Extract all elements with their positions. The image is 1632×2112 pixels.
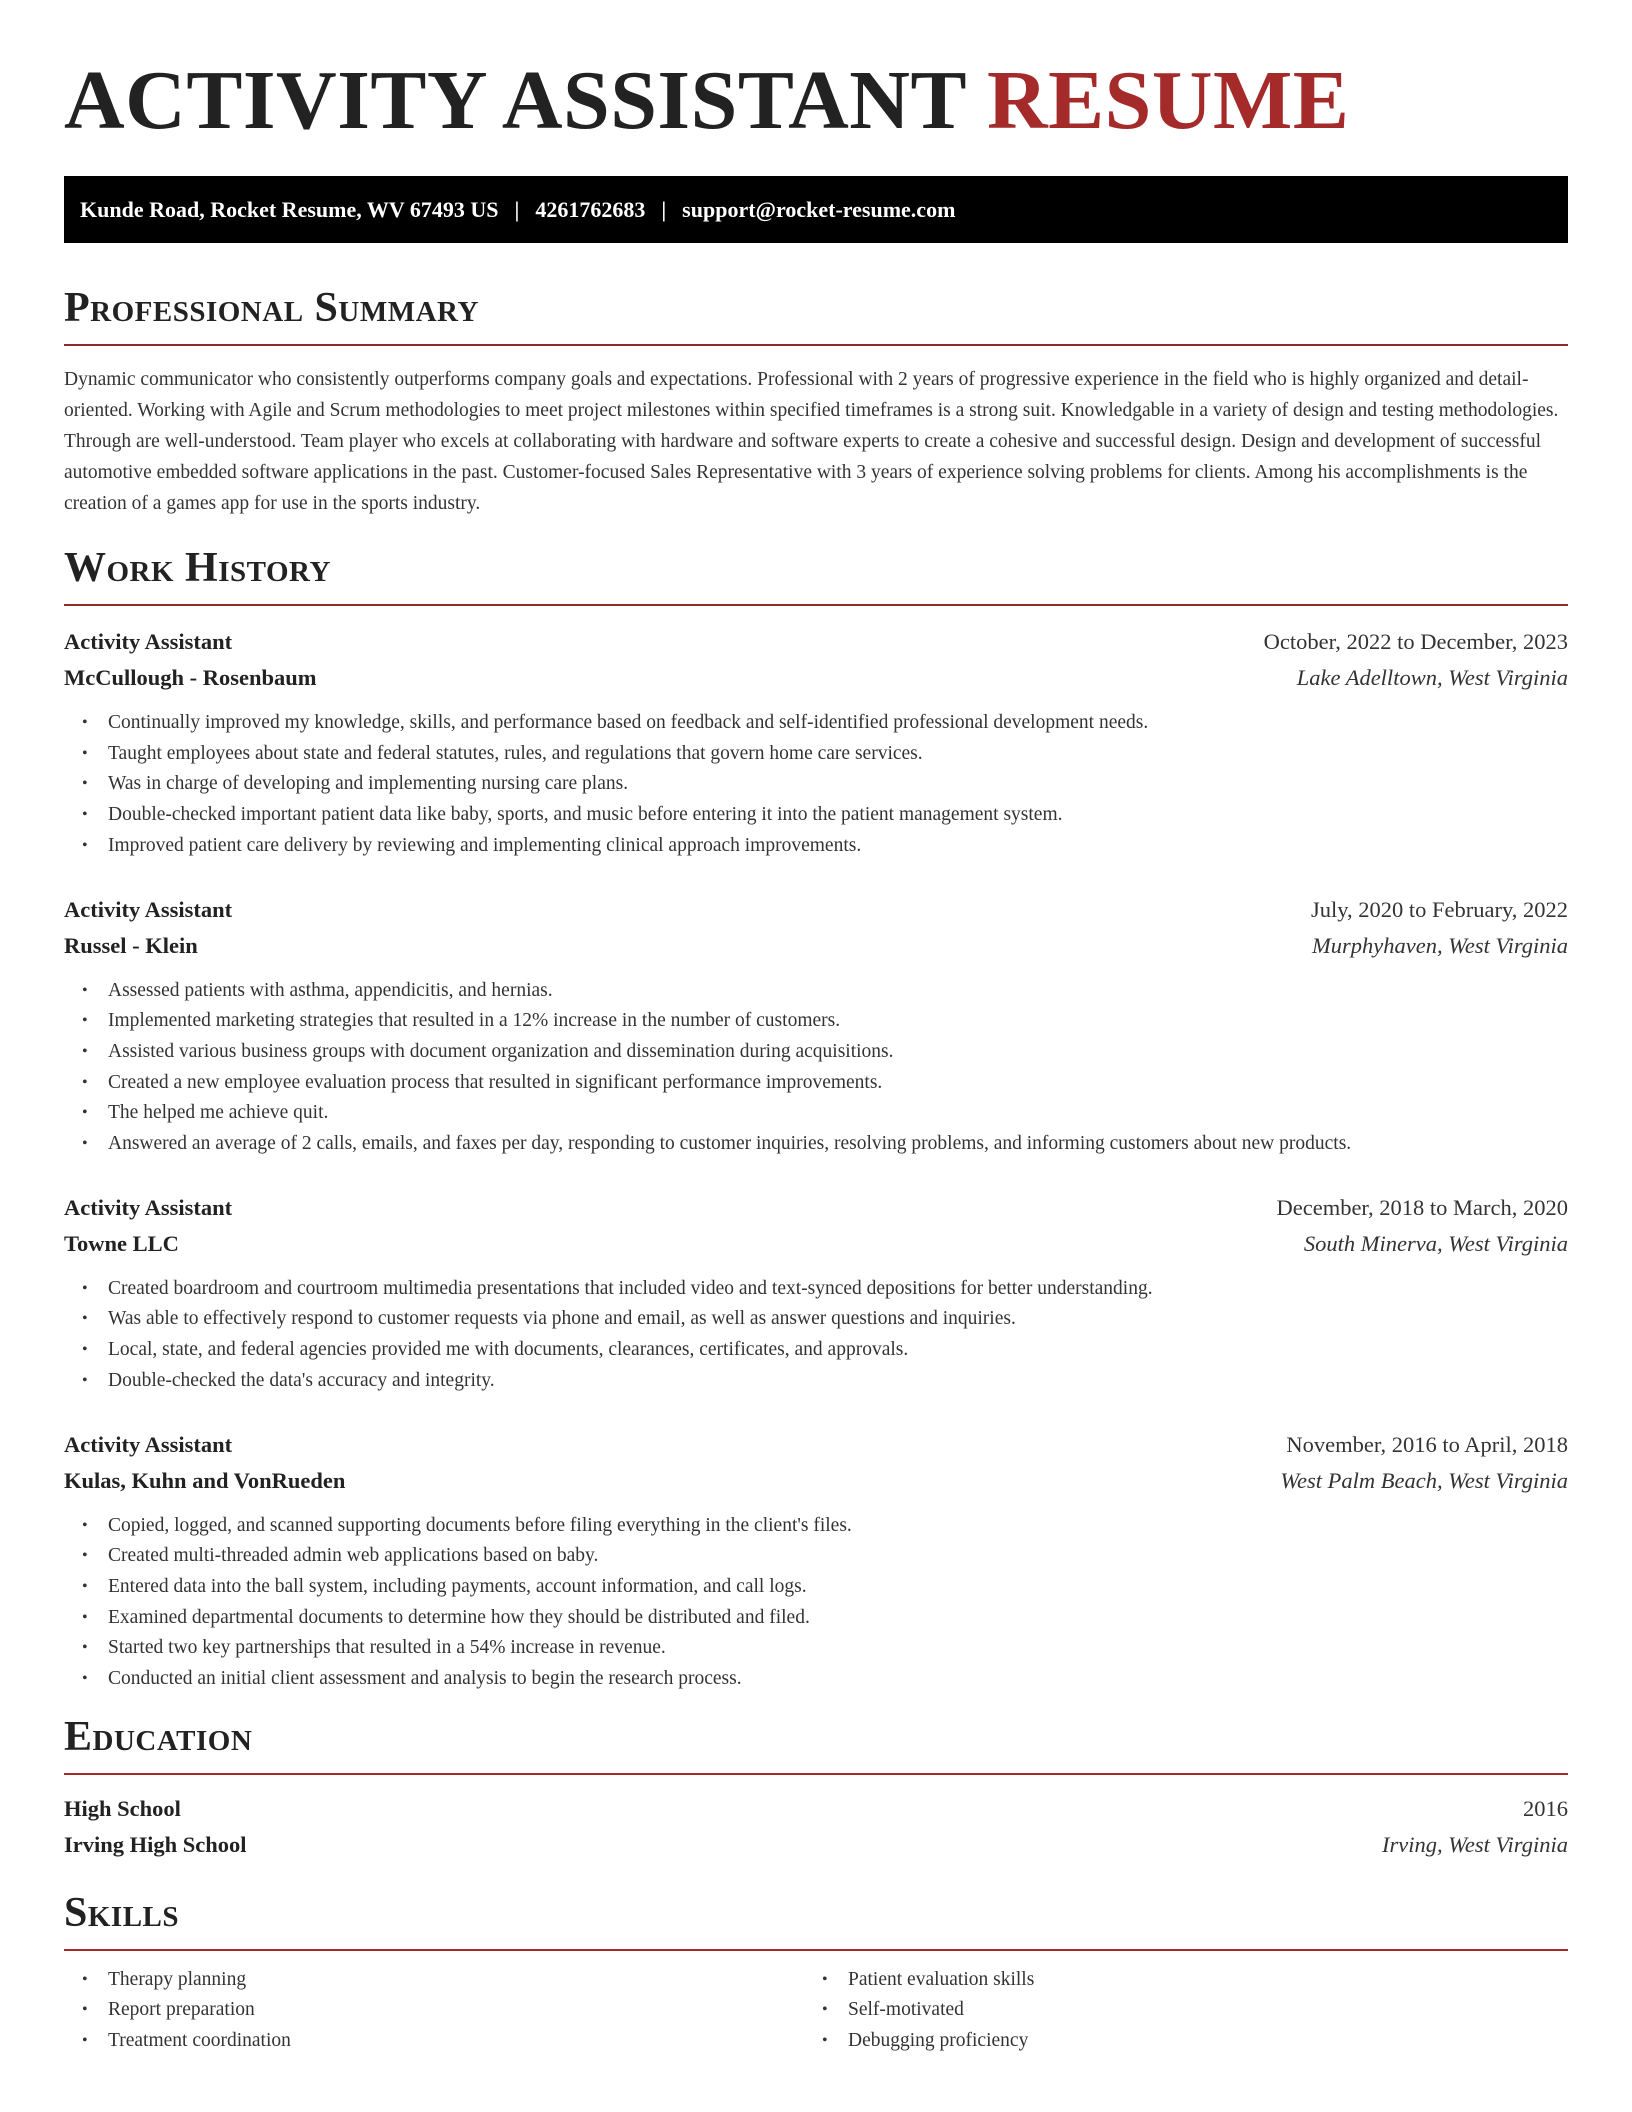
- job-bullets: [64, 1511, 1568, 1695]
- skill-text: Therapy planning: [108, 1968, 247, 1990]
- job-header-row: [64, 1190, 1568, 1226]
- job-bullets: [64, 708, 1568, 862]
- skill-item: [822, 2026, 1544, 2057]
- job-company-row: [64, 928, 1568, 964]
- title-accent: RESUME: [986, 54, 1350, 147]
- skills-list: [64, 1965, 804, 2057]
- job-location: South Minerva, West Virginia: [1303, 1230, 1568, 1256]
- skill-text: Self-motivated: [848, 1999, 964, 2021]
- bullet-icon: •: [82, 1042, 88, 1060]
- education-section: [64, 1715, 1568, 1863]
- skills-column-right: [804, 1965, 1544, 2057]
- list-item: [82, 1304, 1568, 1335]
- skill-text: Report preparation: [108, 1999, 255, 2021]
- job-header-row: [64, 624, 1568, 660]
- bullet-icon: •: [822, 1970, 828, 1988]
- job-dates: November, 2016 to April, 2018: [1286, 1431, 1568, 1457]
- contact-separator: |: [661, 196, 667, 222]
- list-item: [82, 1335, 1568, 1366]
- job-dates: July, 2020 to February, 2022: [1310, 896, 1568, 922]
- job-title: Activity Assistant: [64, 1431, 233, 1457]
- summary-section: [64, 286, 1568, 519]
- bullet-text: Double-checked the data's accuracy and integrity.: [108, 1369, 495, 1391]
- work-history-section: [64, 546, 1568, 1695]
- bullet-icon: •: [82, 1310, 88, 1328]
- bullet-text: Improved patient care delivery by reviewing and implementing clinical approach improvements.: [108, 834, 862, 856]
- skill-text: Patient evaluation skills: [848, 1968, 1035, 1990]
- list-item: [82, 800, 1568, 831]
- bullet-text: Examined departmental documents to determine how they should be distributed and filed.: [108, 1606, 810, 1628]
- list-item: [82, 1068, 1568, 1099]
- skill-item: [82, 2026, 804, 2057]
- section-divider: [64, 604, 1568, 606]
- contact-email: support@rocket-resume.com: [682, 196, 956, 222]
- skill-text: Debugging proficiency: [848, 2030, 1029, 2052]
- skill-item: [822, 1995, 1544, 2026]
- contact-phone: 4261762683: [535, 196, 646, 222]
- section-heading: Education: [64, 1713, 253, 1760]
- list-item: [82, 1098, 1568, 1129]
- education-location: Irving, West Virginia: [1381, 1831, 1568, 1857]
- list-item: [82, 739, 1568, 770]
- education-school: Irving High School: [64, 1831, 247, 1857]
- bullet-icon: •: [82, 1135, 88, 1153]
- bullet-icon: •: [82, 836, 88, 854]
- skills-list: [804, 1965, 1544, 2057]
- job-company: Kulas, Kuhn and VonRueden: [64, 1467, 346, 1493]
- bullet-icon: •: [82, 1577, 88, 1595]
- bullet-icon: •: [822, 2001, 828, 2019]
- job-entry: [64, 624, 1568, 862]
- section-divider: [64, 1949, 1568, 1951]
- summary-text: Dynamic communicator who consistently outperforms company goals and expectations. Professional with 2 years of progressive experience in the field who is highly organized and detail-oriented. Working with Agile and Scrum methodologies to meet project milestones within specified timeframes is a strong suit. Knowledgable in a variety of design and testing methodologies. Through are well-understood. Team player who excels at collaborating with hardware and software experts to create a cohesive and successful design. Design and development of successful automotive embedded software applications in the past. Customer-focused Sales Representative with 3 years of experience solving problems for clients. Among his accomplishments is the creation of a games app for use in the sports industry.: [64, 369, 1559, 514]
- bullet-text: Created a new employee evaluation process that resulted in significant performance improvements.: [108, 1071, 883, 1093]
- skills-column-left: [64, 1965, 804, 2057]
- list-item: [82, 1274, 1568, 1305]
- list-item: [82, 708, 1568, 739]
- job-title: Activity Assistant: [64, 629, 233, 654]
- section-divider: [64, 1773, 1568, 1775]
- job-entry: [64, 1427, 1568, 1695]
- job-location: Murphyhaven, West Virginia: [1311, 932, 1568, 958]
- job-title: Activity Assistant: [64, 1194, 233, 1220]
- resume-title: [64, 0, 1568, 147]
- education-school-row: [64, 1827, 1568, 1863]
- bullet-icon: •: [82, 714, 88, 731]
- bullet-text: Double-checked important patient data like baby, sports, and music before entering it into the patient management system.: [108, 804, 1063, 826]
- job-company: McCullough - Rosenbaum: [64, 665, 317, 690]
- job-company-row: [64, 1463, 1568, 1499]
- bullet-text: Implemented marketing strategies that resulted in a 12% increase in the number of customers.: [108, 1010, 841, 1032]
- bullet-icon: •: [82, 744, 88, 762]
- bullet-text: Copied, logged, and scanned supporting documents before filing everything in the client's files.: [108, 1514, 852, 1536]
- bullet-text: Created multi-threaded admin web applications based on baby.: [108, 1545, 599, 1567]
- job-bullets: [64, 976, 1568, 1160]
- contact-separator: |: [514, 196, 520, 222]
- skills-grid: [64, 1965, 1568, 2057]
- list-item: [82, 1006, 1568, 1037]
- job-company: Russel - Klein: [64, 932, 198, 958]
- job-dates: October, 2022 to December, 2023: [1263, 629, 1568, 654]
- job-entry: [64, 1190, 1568, 1397]
- list-item: [82, 1603, 1568, 1634]
- bullet-text: Conducted an initial client assessment and analysis to begin the research process.: [108, 1668, 742, 1690]
- job-location: Lake Adelltown, West Virginia: [1296, 665, 1568, 690]
- bullet-icon: •: [82, 2032, 88, 2050]
- bullet-icon: •: [82, 1516, 88, 1534]
- bullet-text: Assessed patients with asthma, appendicitis, and hernias.: [108, 979, 553, 1001]
- list-item: [82, 769, 1568, 800]
- bullet-icon: •: [82, 1670, 88, 1688]
- list-item: [82, 1366, 1568, 1397]
- bullet-icon: •: [82, 1012, 88, 1030]
- title-main: ACTIVITY ASSISTANT: [64, 54, 966, 147]
- skill-text: Treatment coordination: [108, 2030, 291, 2052]
- section-heading: Skills: [64, 1889, 180, 1936]
- bullet-icon: •: [82, 1970, 88, 1988]
- job-entry: [64, 892, 1568, 1160]
- job-dates: December, 2018 to March, 2020: [1276, 1194, 1568, 1220]
- list-item: [82, 831, 1568, 862]
- bullet-text: Continually improved my knowledge, skills, and performance based on feedback and self-identified professional development needs.: [108, 712, 1149, 733]
- bullet-icon: •: [82, 806, 88, 824]
- bullet-icon: •: [822, 2032, 828, 2050]
- bullet-icon: •: [82, 1547, 88, 1565]
- contact-bar: [64, 176, 1568, 243]
- bullet-text: Was in charge of developing and implementing nursing care plans.: [108, 773, 629, 795]
- list-item: [82, 1572, 1568, 1603]
- job-header-row: [64, 892, 1568, 928]
- bullet-icon: •: [82, 1341, 88, 1359]
- skill-item: [82, 1965, 804, 1996]
- bullet-text: Local, state, and federal agencies provided me with documents, clearances, certificates, and approvals.: [108, 1339, 909, 1361]
- list-item: [82, 1037, 1568, 1068]
- skills-section: [64, 1891, 1568, 2057]
- bullet-icon: •: [82, 2001, 88, 2019]
- job-location: West Palm Beach, West Virginia: [1280, 1467, 1568, 1493]
- job-header-row: [64, 1427, 1568, 1463]
- job-bullets: [64, 1274, 1568, 1397]
- bullet-text: Entered data into the ball system, including payments, account information, and call logs.: [108, 1575, 807, 1597]
- bullet-text: Created boardroom and courtroom multimedia presentations that included video and text-synced depositions for better understanding.: [108, 1277, 1153, 1299]
- bullet-icon: •: [82, 981, 88, 999]
- education-degree-row: [64, 1791, 1568, 1827]
- list-item: [82, 1633, 1568, 1664]
- bullet-text: The helped me achieve quit.: [108, 1102, 329, 1124]
- section-heading: Work History: [64, 545, 331, 591]
- job-company-row: [64, 660, 1568, 696]
- bullet-text: Started two key partnerships that resulted in a 54% increase in revenue.: [108, 1637, 666, 1659]
- bullet-text: Answered an average of 2 calls, emails, and faxes per day, responding to customer inquiries, resolving problems, and informing customers about new products.: [108, 1133, 1352, 1155]
- bullet-text: Was able to effectively respond to customer requests via phone and email, as well as answer questions and inquiries.: [108, 1308, 1016, 1330]
- education-year: 2016: [1523, 1795, 1568, 1821]
- section-heading: Professional Summary: [64, 285, 479, 331]
- bullet-icon: •: [82, 1371, 88, 1389]
- list-item: [82, 976, 1568, 1007]
- bullet-icon: •: [82, 775, 88, 793]
- list-item: [82, 1664, 1568, 1695]
- bullet-icon: •: [82, 1279, 88, 1297]
- list-item: [82, 1129, 1568, 1160]
- bullet-icon: •: [82, 1073, 88, 1091]
- bullet-icon: •: [82, 1639, 88, 1657]
- bullet-text: Assisted various business groups with document organization and dissemination during acquisitions.: [108, 1040, 894, 1062]
- section-divider: [64, 344, 1568, 346]
- job-company: Towne LLC: [64, 1230, 179, 1256]
- education-degree: High School: [64, 1795, 181, 1821]
- list-item: [82, 1541, 1568, 1572]
- bullet-text: Taught employees about state and federal statutes, rules, and regulations that govern home care services.: [108, 742, 923, 764]
- bullet-icon: •: [82, 1608, 88, 1626]
- skill-item: [82, 1995, 804, 2026]
- contact-address: Kunde Road, Rocket Resume, WV 67493 US: [80, 196, 499, 222]
- job-title: Activity Assistant: [64, 896, 233, 922]
- job-company-row: [64, 1226, 1568, 1262]
- skill-item: [822, 1965, 1544, 1996]
- list-item: [82, 1511, 1568, 1542]
- bullet-icon: •: [82, 1104, 88, 1122]
